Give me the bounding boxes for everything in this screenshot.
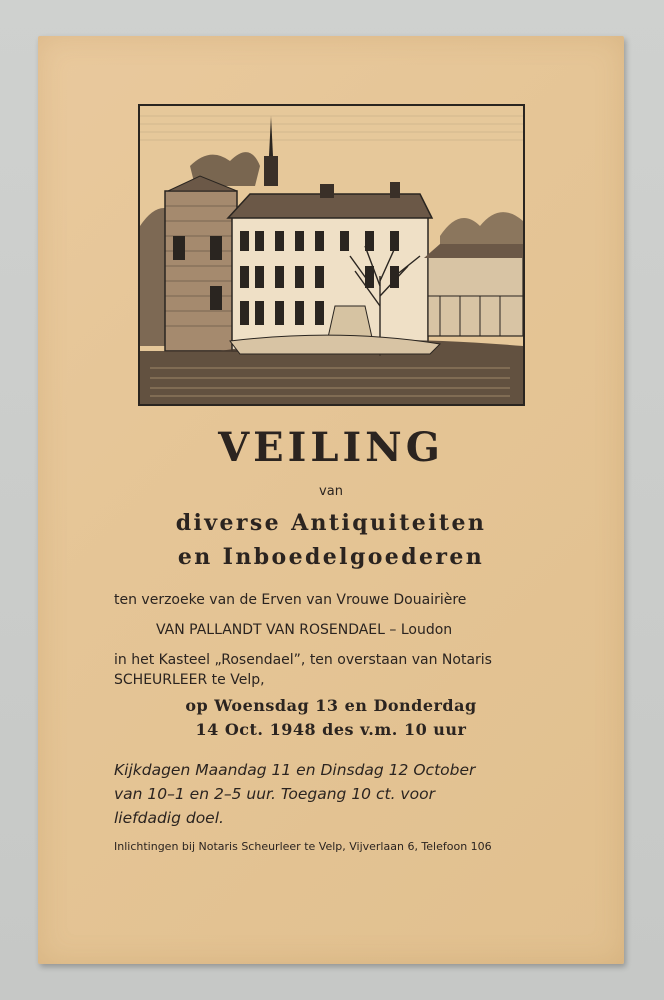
castle-illustration (138, 104, 525, 406)
date-line-2: 14 Oct. 1948 des v.m. 10 uur (195, 720, 467, 739)
viewing-line-2: van 10–1 en 2–5 uur. Toegang 10 ct. voor (114, 785, 435, 803)
headline-line-2: en Inboedelgoederen (177, 544, 485, 570)
location-line-1: in het Kasteel „Rosendael”, ten overstaan van Notaris (114, 652, 492, 668)
castle-engraving-icon (140, 106, 523, 404)
viewing-line-3: liefdadig doel. (114, 809, 224, 827)
headline-line-1: diverse Antiquiteiten (175, 510, 487, 536)
auction-pamphlet (38, 36, 624, 964)
date-line-1: op Woensdag 13 en Donderdag (185, 696, 477, 715)
auction-title: VEILING (218, 424, 444, 471)
info-line: Inlichtingen bij Notaris Scheurleer te Velp, Vijverlaan 6, Telefoon 106 (114, 840, 492, 853)
connector-van: van (319, 484, 343, 499)
family-name: VAN PALLANDT VAN ROSENDAEL – Loudon (156, 622, 453, 638)
request-line: ten verzoeke van de Erven van Vrouwe Douairière (114, 592, 467, 608)
viewing-line-1: Kijkdagen Maandag 11 en Dinsdag 12 October (114, 761, 476, 779)
location-line-2: SCHEURLEER te Velp, (114, 672, 265, 688)
